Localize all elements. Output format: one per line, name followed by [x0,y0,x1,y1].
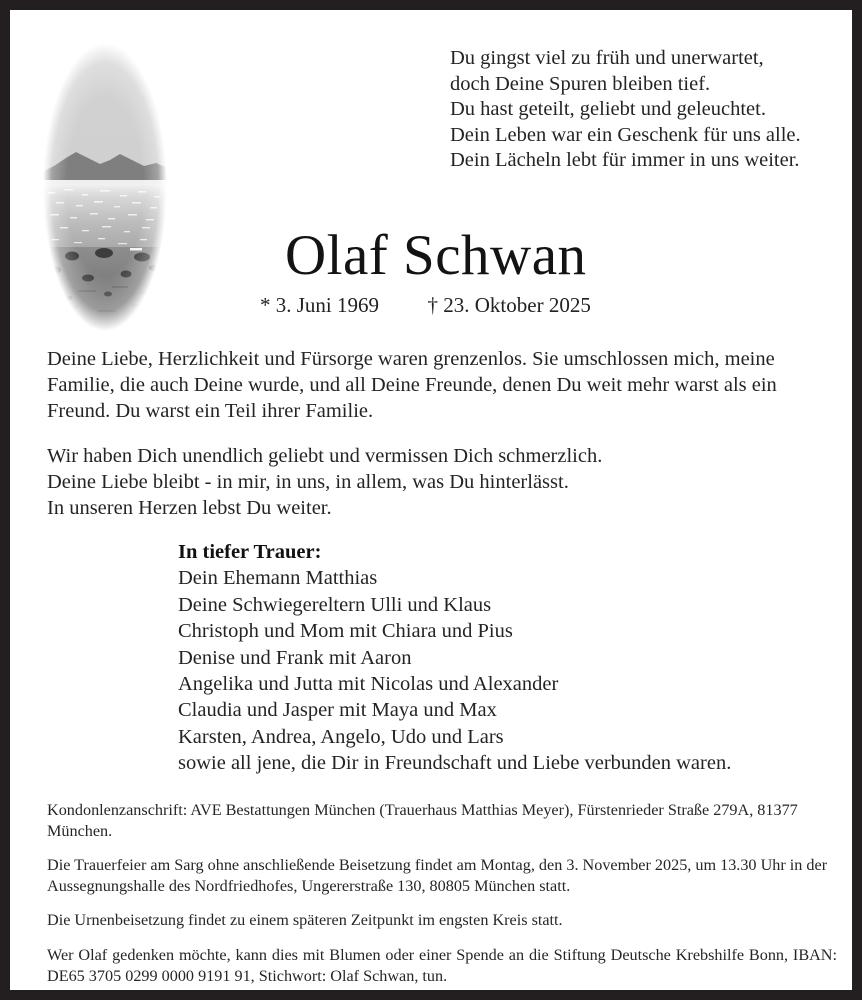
memorial-photo [42,42,168,332]
tribute-paragraph-2 [47,443,837,522]
mourner-entry: Angelika und Jutta mit Nicolas und Alexander [178,673,559,696]
poem-line: Dein Lächeln lebt für immer in uns weiter. [450,149,800,171]
poem-line: doch Deine Spuren bleiben tief. [450,72,711,95]
mourner-entry: Christoph und Mom mit Chiara und Pius [178,620,513,643]
mourner-entry: Claudia und Jasper mit Maya und Max [178,699,497,722]
tribute-line: Deine Liebe bleibt - in mir, in uns, in allem, was Du hinterlässt. [47,470,569,493]
mourner-entry: Karsten, Andrea, Angelo, Udo und Lars [178,725,504,748]
mourner-entry: sowie all jene, die Dir in Freundschaft und Liebe verbunden waren. [178,752,732,775]
funeral-service-details: Die Trauerfeier am Sarg ohne anschließende Beisetzung findet am Montag, den 3. November 2025, um 13.30 Uhr in der Aussegnungshalle des Nordfriedhofes, Ungererstraße 130, 80805 München statt. [47,856,828,895]
tribute-line: Wir haben Dich unendlich geliebt und vermissen Dich schmerzlich. [47,444,603,467]
mourner-entry: Dein Ehemann Matthias [178,567,378,590]
deceased-name-block [180,226,840,318]
tribute-line: In unseren Herzen lebst Du weiter. [47,497,332,520]
tribute-paragraph-1 [47,346,837,425]
memorial-photo-image [42,42,168,332]
death-date: 23. Oktober 2025 [443,293,591,317]
deceased-name: Olaf Schwan [285,224,587,287]
fineprint-section [47,800,837,1000]
tribute-text [47,346,837,539]
poem-line: Dein Leben war ein Geschenk für uns alle. [450,123,801,146]
birth-date: 3. Juni 1969 [275,293,380,317]
poem-line: Du hast geteilt, geliebt und geleuchtet. [450,98,766,120]
notice-inner [10,10,852,990]
donation-request: Wer Olaf gedenken möchte, kann dies mit Blumen oder einer Spende an die Stiftung Deutsche Krebshilfe Bonn, IBAN: DE65 3705 0299 0000 9191 91, Stichwort: Olaf Schwan, tun. [47,945,837,985]
poem-line: Du gingst viel zu früh und unerwartet, [450,47,764,69]
birth-symbol: * [260,293,271,317]
condolence-address: Kondonlenzanschrift: AVE Bestattungen München (Trauerhaus Matthias Meyer), Fürstenrieder Straße 279A, 81377 München. [47,801,798,840]
mourners-title: In tiefer Trauer: [178,541,322,563]
memorial-poem [450,46,850,174]
tribute-line: Deine Liebe, Herzlichkeit und Fürsorge waren grenzenlos. Sie umschlossen mich, meine [47,348,775,370]
mourner-entry: Deine Schwiegereltern Ulli und Klaus [178,593,492,616]
tribute-line: Familie, die auch Deine wurde, und all Deine Freunde, denen Du weit mehr warst als ein [47,374,777,397]
urn-burial-note: Die Urnenbeisetzung findet zu einem späteren Zeitpunkt im engsten Kreis statt. [47,911,563,930]
tribute-line: Freund. Du warst ein Teil ihrer Familie. [47,400,374,423]
death-symbol: † [427,293,439,317]
mourner-entry: Denise und Frank mit Aaron [178,646,412,669]
life-dates [180,286,840,318]
mourners-list [178,539,838,777]
